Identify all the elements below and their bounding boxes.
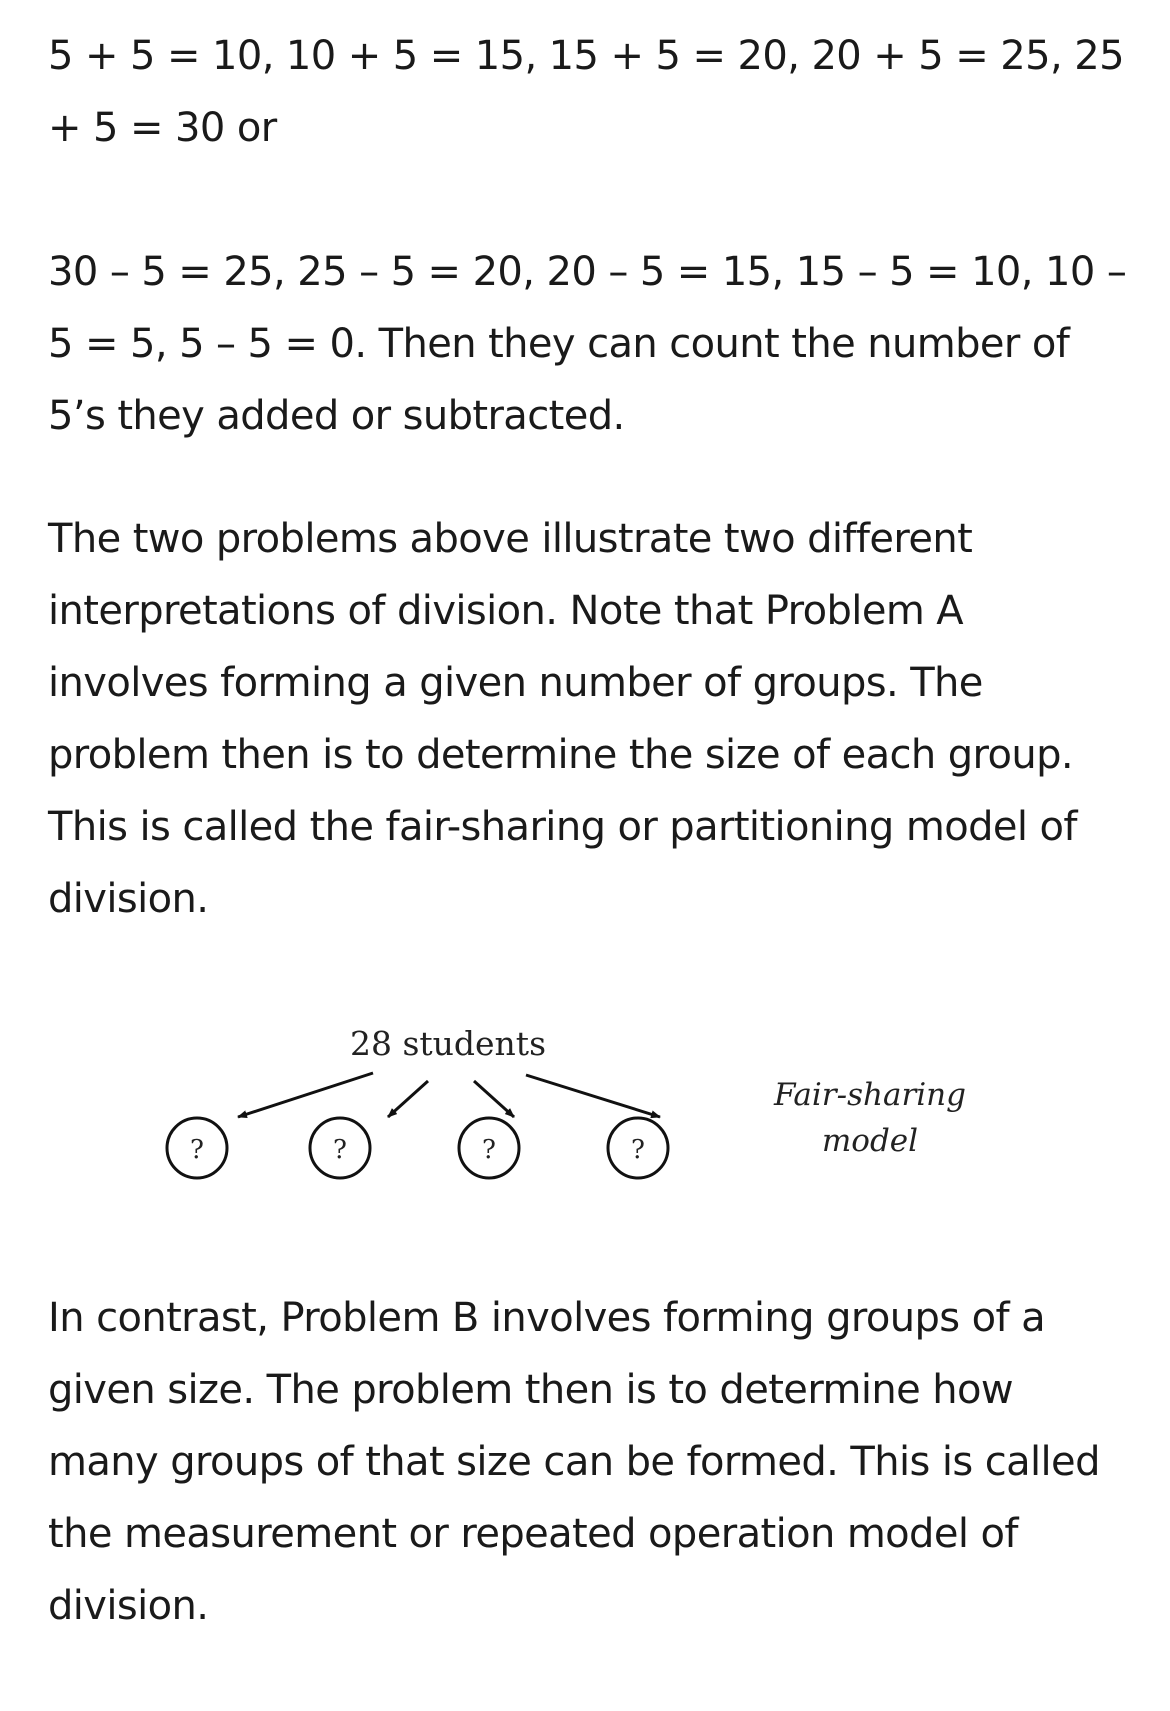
group-2-unknown: ? (333, 1135, 347, 1165)
fair-sharing-explanation-paragraph: The two problems above illustrate two different interpretations of division. Note that Problem A involves forming a given number of groups. The problem then is to determine the size of each group. This is called the fair-sharing or partitioning model of division. (48, 516, 1077, 922)
group-3-unknown: ? (482, 1135, 496, 1165)
model-label-line-2: model (821, 1123, 919, 1159)
subtraction-sequence-paragraph: 30 – 5 = 25, 25 – 5 = 20, 20 – 5 = 15, 15 – 5 = 10, 10 – 5 = 5, 5 – 5 = 0. Then they can count the number of 5’s they added or subtracted. (48, 249, 1127, 439)
measurement-explanation-paragraph: In contrast, Problem B involves forming groups of a given size. The problem then is to determine how many groups of that size can be formed. This is called the measurement or repeated operation model of division. (48, 1295, 1100, 1629)
group-1-unknown: ? (190, 1135, 204, 1165)
arrow-to-group-4 (526, 1075, 660, 1117)
arrow-to-group-2 (388, 1081, 428, 1117)
addition-sequence-paragraph: 5 + 5 = 10, 10 + 5 = 15, 15 + 5 = 20, 20 + 5 = 25, 25 + 5 = 30 or (48, 33, 1124, 151)
arrow-to-group-3 (474, 1081, 514, 1117)
arrow-to-group-1 (238, 1073, 373, 1117)
group-4-unknown: ? (631, 1135, 645, 1165)
model-label-line-1: Fair-sharing (774, 1077, 966, 1113)
fair-sharing-diagram (48, 1005, 1128, 1205)
diagram-total-label: 28 students (349, 1024, 547, 1063)
fair-sharing-diagram-svg (48, 1005, 1128, 1205)
